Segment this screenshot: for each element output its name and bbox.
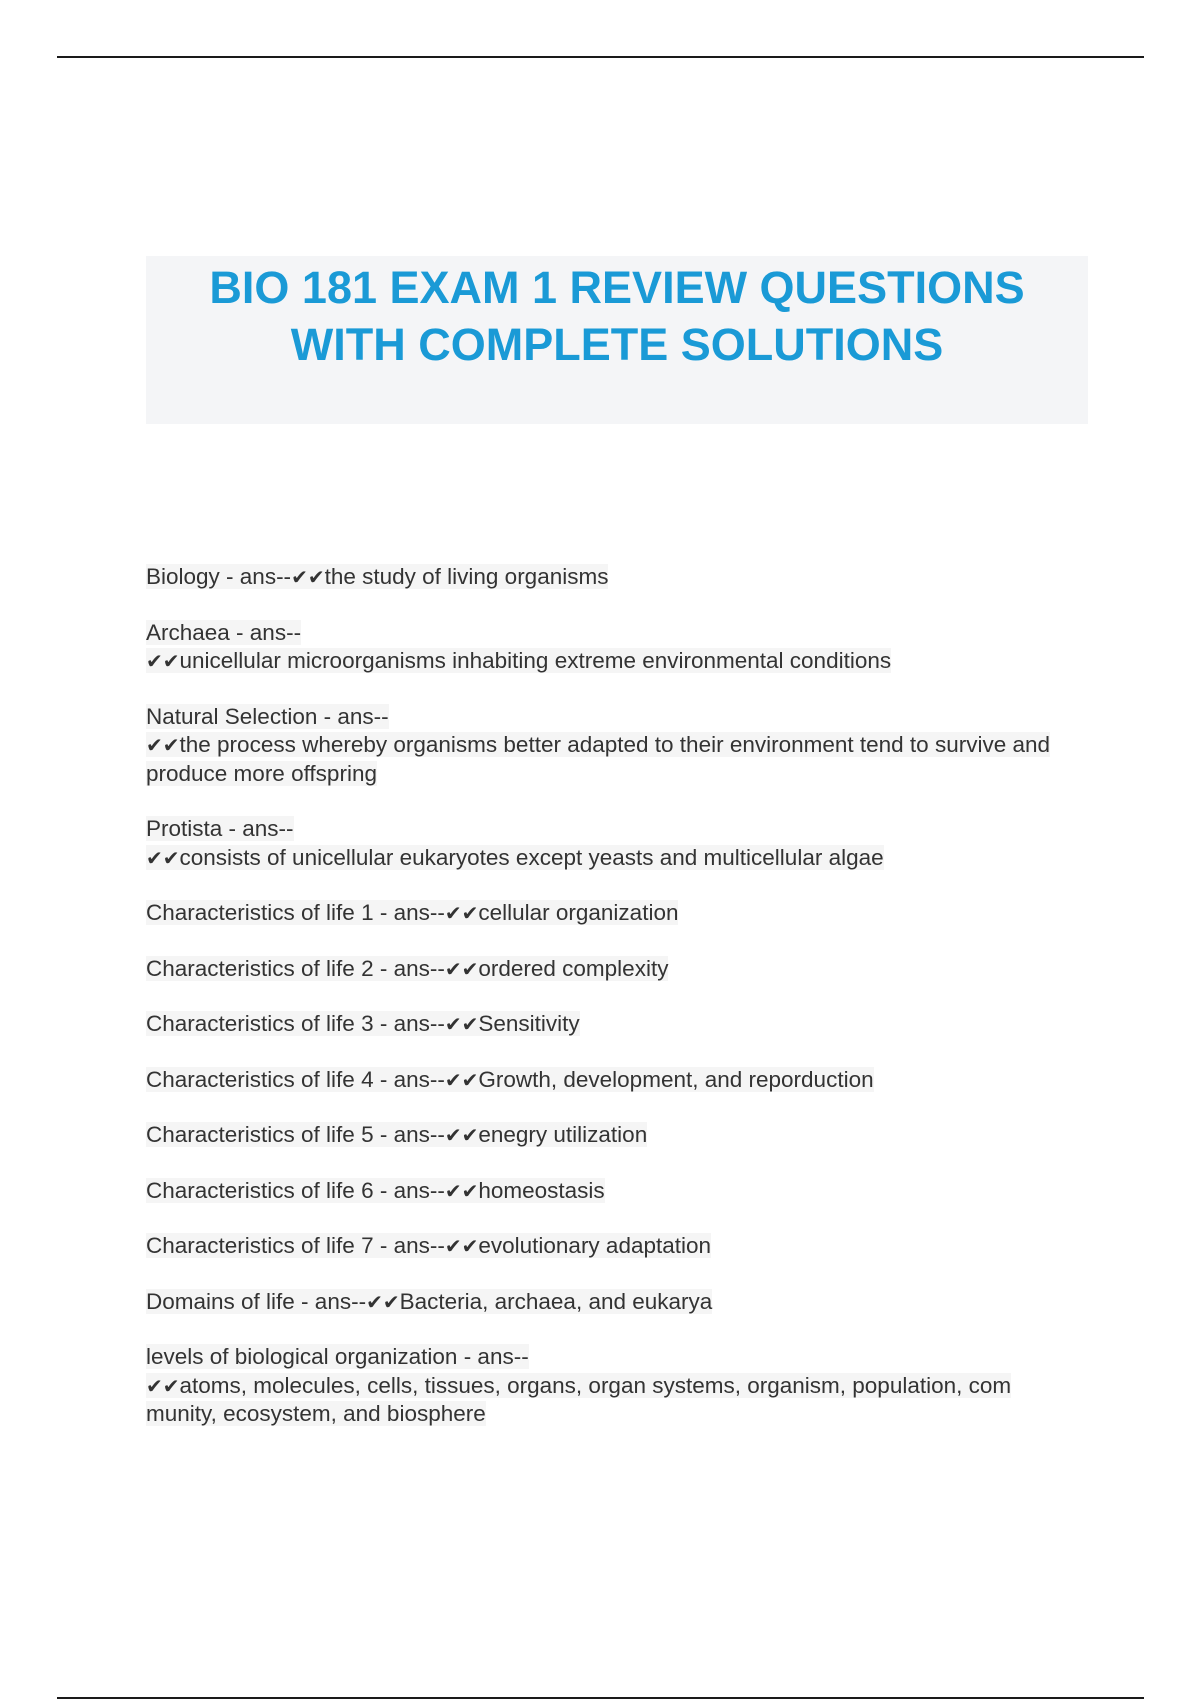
answer	[445, 1233, 711, 1258]
question-term: Characteristics of life 4 - ans--	[146, 1066, 445, 1092]
qa-entry	[146, 1121, 1086, 1150]
checkmark-icon: ✔✔	[146, 845, 180, 870]
checkmark-icon: ✔✔	[146, 733, 180, 757]
document-title-line-1: BIO 181 EXAM 1 REVIEW QUESTIONS	[209, 262, 1025, 313]
qa-entry	[146, 619, 1086, 676]
answer	[146, 845, 884, 870]
answer	[445, 1122, 647, 1147]
question-term: Characteristics of life 1 - ans--	[146, 900, 445, 925]
answer	[291, 564, 608, 589]
answer-text: unicellular microorganisms inhabiting extreme environmental conditions	[179, 648, 892, 673]
answer-text: atoms, molecules, cells, tissues, organs, organ systems, organism, population, com munity, ecosystem, and biosphere	[146, 1372, 1012, 1426]
answer-text: the study of living organisms	[324, 564, 609, 589]
qa-entry	[146, 1288, 1086, 1317]
checkmark-icon: ✔✔	[291, 565, 325, 589]
qa-entry	[146, 899, 1086, 928]
qa-entry	[146, 1343, 1086, 1429]
checkmark-icon: ✔✔	[444, 1234, 479, 1258]
question-term: Characteristics of life 2 - ans--	[146, 955, 445, 981]
answer-text: Bacteria, archaea, and eukarya	[399, 1288, 713, 1314]
qa-entry	[146, 815, 1086, 872]
answer-text: the process whereby organisms better adapted to their environment tend to survive and produce more offspring	[146, 732, 1051, 786]
checkmark-icon: ✔✔	[444, 901, 479, 925]
qa-entry	[146, 1066, 1086, 1095]
checkmark-icon: ✔✔	[146, 1373, 180, 1398]
question-term: Natural Selection - ans--	[146, 703, 389, 729]
checkmark-icon: ✔✔	[366, 1289, 400, 1314]
checkmark-icon: ✔✔	[444, 1012, 479, 1036]
checkmark-icon: ✔✔	[444, 956, 479, 981]
answer-text: enegry utilization	[478, 1122, 648, 1147]
answer-text: Growth, development, and reporduction	[478, 1066, 874, 1092]
question-term: Domains of life - ans--	[146, 1288, 367, 1314]
qa-entry	[146, 703, 1086, 789]
answer	[146, 732, 1050, 786]
question-term: Characteristics of life 5 - ans--	[146, 1122, 445, 1147]
question-term: Characteristics of life 7 - ans--	[146, 1233, 445, 1258]
answer	[445, 1011, 580, 1036]
question-term: Archaea - ans--	[146, 619, 302, 645]
title-banner	[146, 256, 1088, 424]
answer-text: evolutionary adaptation	[478, 1233, 712, 1258]
answer-text: cellular organization	[478, 900, 679, 925]
checkmark-icon: ✔✔	[444, 1067, 479, 1092]
answer-text: ordered complexity	[478, 955, 669, 981]
answer-text: homeostasis	[478, 1177, 605, 1203]
answer	[445, 1178, 605, 1203]
qa-entry	[146, 1177, 1086, 1206]
answer	[445, 956, 669, 981]
checkmark-icon: ✔✔	[444, 1123, 479, 1147]
question-term: Biology - ans--	[146, 564, 292, 589]
answer	[366, 1289, 712, 1314]
answer	[445, 1067, 874, 1092]
checkmark-icon: ✔✔	[146, 649, 180, 673]
question-term: Protista - ans--	[146, 816, 294, 841]
checkmark-icon: ✔✔	[444, 1178, 479, 1203]
top-rule	[57, 56, 1144, 58]
answer	[146, 1373, 1011, 1427]
qa-list	[146, 563, 1086, 1456]
document-title-line-2: WITH COMPLETE SOLUTIONS	[290, 319, 944, 370]
qa-entry	[146, 1010, 1086, 1039]
answer	[146, 648, 891, 673]
answer-text: Sensitivity	[478, 1011, 580, 1036]
answer-text: consists of unicellular eukaryotes except yeasts and multicellular algae	[179, 844, 884, 870]
qa-entry	[146, 1232, 1086, 1261]
qa-entry	[146, 955, 1086, 984]
qa-entry	[146, 563, 1086, 592]
question-term: levels of biological organization - ans--	[146, 1344, 529, 1369]
question-term: Characteristics of life 3 - ans--	[146, 1011, 445, 1036]
question-term: Characteristics of life 6 - ans--	[146, 1177, 445, 1203]
answer	[445, 900, 679, 925]
bottom-rule	[57, 1697, 1144, 1699]
